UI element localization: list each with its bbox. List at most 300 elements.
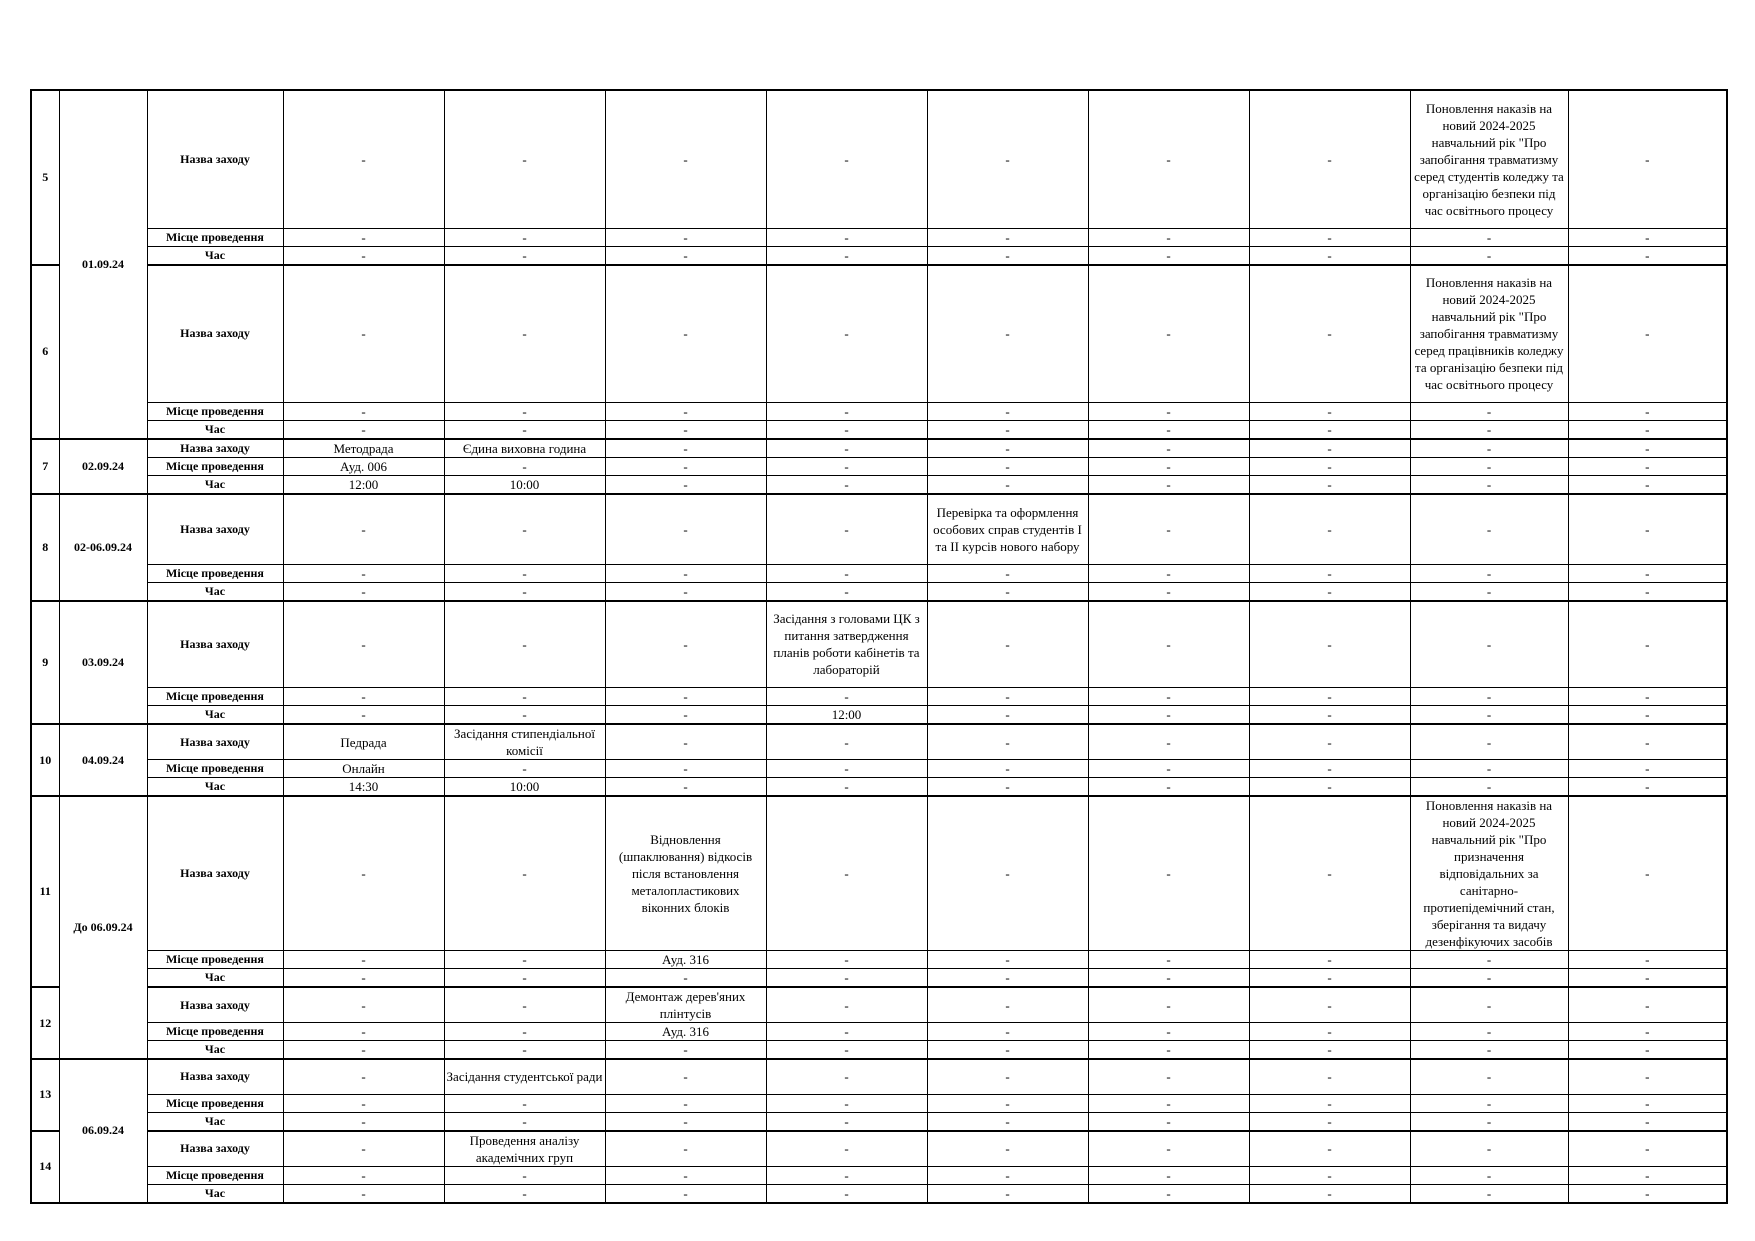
table-cell: - bbox=[283, 969, 444, 988]
event-name-label: Назва заходу bbox=[147, 724, 283, 760]
item-number: 7 bbox=[31, 439, 59, 494]
event-date: 03.09.24 bbox=[59, 601, 147, 725]
table-cell: - bbox=[1410, 724, 1568, 760]
table-cell: - bbox=[927, 724, 1088, 760]
table-cell: - bbox=[444, 265, 605, 403]
table-cell: - bbox=[1410, 706, 1568, 725]
table-cell: - bbox=[605, 1094, 766, 1112]
table-cell: - bbox=[605, 403, 766, 421]
table-cell: - bbox=[1088, 688, 1249, 706]
table-cell: - bbox=[1088, 1131, 1249, 1167]
table-row bbox=[31, 582, 1727, 601]
table-row bbox=[31, 706, 1727, 725]
item-number: 9 bbox=[31, 601, 59, 725]
event-name-label: Назва заходу bbox=[147, 90, 283, 228]
table-cell: - bbox=[1568, 796, 1727, 951]
table-cell: - bbox=[766, 90, 927, 228]
table-cell: - bbox=[766, 951, 927, 969]
table-row bbox=[31, 458, 1727, 476]
table-cell: - bbox=[766, 1166, 927, 1184]
table-cell: - bbox=[444, 1166, 605, 1184]
table-cell: - bbox=[1568, 1131, 1727, 1167]
table-cell: - bbox=[444, 1184, 605, 1203]
table-cell: - bbox=[766, 987, 927, 1023]
event-name-label: Назва заходу bbox=[147, 987, 283, 1023]
event-name-label: Назва заходу bbox=[147, 1131, 283, 1167]
table-row bbox=[31, 1166, 1727, 1184]
table-cell: - bbox=[605, 778, 766, 797]
table-cell: - bbox=[1088, 1166, 1249, 1184]
table-cell: - bbox=[1249, 987, 1410, 1023]
table-cell: - bbox=[1249, 688, 1410, 706]
table-cell: - bbox=[283, 582, 444, 601]
table-cell: - bbox=[927, 1131, 1088, 1167]
venue-label: Місце проведення bbox=[147, 403, 283, 421]
time-label: Час bbox=[147, 1112, 283, 1131]
table-cell: - bbox=[1088, 778, 1249, 797]
table-cell: - bbox=[766, 969, 927, 988]
table-cell: - bbox=[444, 760, 605, 778]
table-row bbox=[31, 969, 1727, 988]
venue-label: Місце проведення bbox=[147, 228, 283, 246]
table-cell: - bbox=[283, 1184, 444, 1203]
table-cell: - bbox=[605, 760, 766, 778]
table-cell: - bbox=[1249, 1041, 1410, 1060]
table-cell: - bbox=[605, 1184, 766, 1203]
table-cell: - bbox=[1088, 564, 1249, 582]
table-cell: - bbox=[283, 494, 444, 564]
event-name-label: Назва заходу bbox=[147, 439, 283, 458]
table-cell: - bbox=[1410, 951, 1568, 969]
table-cell: Засідання студентської ради bbox=[444, 1059, 605, 1094]
table-cell: - bbox=[927, 476, 1088, 495]
table-cell: - bbox=[283, 421, 444, 440]
table-row bbox=[31, 246, 1727, 265]
table-cell: - bbox=[927, 1023, 1088, 1041]
table-cell: - bbox=[444, 688, 605, 706]
table-cell: - bbox=[605, 1112, 766, 1131]
table-cell: - bbox=[605, 1059, 766, 1094]
event-name-label: Назва заходу bbox=[147, 265, 283, 403]
table-cell: - bbox=[444, 706, 605, 725]
table-row bbox=[31, 1184, 1727, 1203]
table-cell: - bbox=[927, 439, 1088, 458]
table-cell: - bbox=[766, 778, 927, 797]
table-row bbox=[31, 724, 1727, 760]
table-row bbox=[31, 1094, 1727, 1112]
table-cell: - bbox=[927, 246, 1088, 265]
table-cell: - bbox=[927, 706, 1088, 725]
table-cell: - bbox=[1410, 1023, 1568, 1041]
table-cell: - bbox=[1088, 228, 1249, 246]
table-cell: - bbox=[927, 987, 1088, 1023]
table-cell: - bbox=[766, 1112, 927, 1131]
table-cell: - bbox=[1249, 564, 1410, 582]
table-cell: - bbox=[1249, 796, 1410, 951]
table-cell: - bbox=[1568, 439, 1727, 458]
table-cell: Ауд. 316 bbox=[605, 1023, 766, 1041]
event-date: 04.09.24 bbox=[59, 724, 147, 796]
table-cell: - bbox=[1088, 706, 1249, 725]
table-cell: - bbox=[927, 951, 1088, 969]
table-row bbox=[31, 688, 1727, 706]
table-cell: Методрада bbox=[283, 439, 444, 458]
table-cell: - bbox=[1410, 421, 1568, 440]
table-cell: - bbox=[444, 246, 605, 265]
table-cell: - bbox=[444, 969, 605, 988]
table-row bbox=[31, 265, 1727, 403]
table-cell: - bbox=[283, 706, 444, 725]
table-cell: - bbox=[605, 724, 766, 760]
venue-label: Місце проведення bbox=[147, 1166, 283, 1184]
table-cell: - bbox=[1410, 760, 1568, 778]
table-row bbox=[31, 421, 1727, 440]
table-cell: 12:00 bbox=[283, 476, 444, 495]
table-cell: - bbox=[1410, 1041, 1568, 1060]
table-cell: - bbox=[927, 796, 1088, 951]
table-cell: - bbox=[1568, 421, 1727, 440]
table-cell: - bbox=[1410, 601, 1568, 688]
table-cell: Проведення аналізу академічних груп bbox=[444, 1131, 605, 1167]
time-label: Час bbox=[147, 476, 283, 495]
table-cell: - bbox=[1088, 796, 1249, 951]
table-cell: - bbox=[605, 1041, 766, 1060]
table-cell: - bbox=[1249, 90, 1410, 228]
table-cell: - bbox=[766, 1094, 927, 1112]
table-cell: - bbox=[605, 688, 766, 706]
table-cell: - bbox=[605, 458, 766, 476]
table-cell: - bbox=[766, 476, 927, 495]
table-cell: - bbox=[766, 1059, 927, 1094]
table-cell: - bbox=[927, 582, 1088, 601]
table-cell: - bbox=[1088, 724, 1249, 760]
table-cell: - bbox=[283, 1041, 444, 1060]
table-cell: - bbox=[605, 969, 766, 988]
table-cell: - bbox=[1410, 439, 1568, 458]
item-number: 14 bbox=[31, 1131, 59, 1203]
table-cell: Засідання стипендіальної комісії bbox=[444, 724, 605, 760]
table-cell: - bbox=[1568, 1041, 1727, 1060]
table-row bbox=[31, 476, 1727, 495]
table-cell: - bbox=[1410, 1112, 1568, 1131]
table-cell: - bbox=[1410, 403, 1568, 421]
table-cell: - bbox=[1568, 1059, 1727, 1094]
table-cell: - bbox=[1568, 760, 1727, 778]
table-cell: - bbox=[1568, 987, 1727, 1023]
table-cell: - bbox=[766, 403, 927, 421]
table-cell: - bbox=[1568, 706, 1727, 725]
table-cell: - bbox=[1249, 1131, 1410, 1167]
table-row bbox=[31, 439, 1727, 458]
table-cell: - bbox=[1568, 1094, 1727, 1112]
table-cell: - bbox=[444, 403, 605, 421]
table-cell: - bbox=[927, 265, 1088, 403]
table-cell: - bbox=[605, 706, 766, 725]
venue-label: Місце проведення bbox=[147, 951, 283, 969]
table-cell: - bbox=[1249, 265, 1410, 403]
table-cell: - bbox=[1410, 1094, 1568, 1112]
table-cell: - bbox=[1568, 1112, 1727, 1131]
table-cell: - bbox=[283, 246, 444, 265]
table-cell: - bbox=[283, 951, 444, 969]
table-row bbox=[31, 90, 1727, 228]
table-cell: - bbox=[1088, 403, 1249, 421]
table-cell: - bbox=[1088, 760, 1249, 778]
table-cell: - bbox=[283, 564, 444, 582]
table-row bbox=[31, 1131, 1727, 1167]
table-cell: - bbox=[1568, 494, 1727, 564]
event-name-label: Назва заходу bbox=[147, 494, 283, 564]
table-cell: Педрада bbox=[283, 724, 444, 760]
table-cell: - bbox=[1088, 601, 1249, 688]
table-cell: - bbox=[283, 1094, 444, 1112]
table-cell: - bbox=[1249, 601, 1410, 688]
time-label: Час bbox=[147, 421, 283, 440]
table-cell: - bbox=[444, 987, 605, 1023]
time-label: Час bbox=[147, 1184, 283, 1203]
table-cell: - bbox=[1249, 494, 1410, 564]
table-cell: - bbox=[444, 458, 605, 476]
event-date: 06.09.24 bbox=[59, 1059, 147, 1203]
table-cell: - bbox=[766, 246, 927, 265]
event-name-label: Назва заходу bbox=[147, 601, 283, 688]
table-cell: - bbox=[605, 601, 766, 688]
venue-label: Місце проведення bbox=[147, 458, 283, 476]
table-cell: - bbox=[927, 1041, 1088, 1060]
table-cell: - bbox=[605, 439, 766, 458]
table-cell: 12:00 bbox=[766, 706, 927, 725]
venue-label: Місце проведення bbox=[147, 1023, 283, 1041]
time-label: Час bbox=[147, 706, 283, 725]
table-cell: - bbox=[1249, 951, 1410, 969]
table-cell: Перевірка та оформлення особових справ студентів I та II курсів нового набору bbox=[927, 494, 1088, 564]
table-cell: - bbox=[1410, 476, 1568, 495]
table-cell: - bbox=[283, 1166, 444, 1184]
table-cell: - bbox=[444, 564, 605, 582]
table-cell: - bbox=[605, 582, 766, 601]
table-cell: Засідання з головами ЦК з питання затвердження планів роботи кабінетів та лабораторій bbox=[766, 601, 927, 688]
table-cell: - bbox=[1410, 494, 1568, 564]
table-cell: - bbox=[1088, 246, 1249, 265]
time-label: Час bbox=[147, 778, 283, 797]
table-row bbox=[31, 403, 1727, 421]
table-cell: - bbox=[1568, 1023, 1727, 1041]
time-label: Час bbox=[147, 1041, 283, 1060]
table-cell: - bbox=[766, 1023, 927, 1041]
table-cell: Поновлення наказів на новий 2024-2025 навчальний рік "Про запобігання травматизму серед працівників коледжу та організацію безпеки під час освітнього процесу bbox=[1410, 265, 1568, 403]
item-number: 8 bbox=[31, 494, 59, 601]
item-number: 13 bbox=[31, 1059, 59, 1131]
table-cell: - bbox=[283, 688, 444, 706]
table-cell: - bbox=[1410, 987, 1568, 1023]
table-cell: - bbox=[927, 421, 1088, 440]
table-cell: - bbox=[1568, 228, 1727, 246]
table-cell: - bbox=[1249, 1112, 1410, 1131]
table-cell: - bbox=[1088, 1094, 1249, 1112]
table-cell: - bbox=[1410, 1166, 1568, 1184]
table-cell: - bbox=[766, 421, 927, 440]
item-number: 11 bbox=[31, 796, 59, 987]
table-cell: - bbox=[1088, 969, 1249, 988]
table-cell: - bbox=[1568, 476, 1727, 495]
table-cell: - bbox=[766, 1184, 927, 1203]
table-row bbox=[31, 778, 1727, 797]
table-cell: - bbox=[444, 1023, 605, 1041]
table-cell: - bbox=[1249, 1184, 1410, 1203]
item-number: 5 bbox=[31, 90, 59, 265]
table-cell: - bbox=[766, 265, 927, 403]
table-cell: - bbox=[1249, 476, 1410, 495]
table-cell: - bbox=[1249, 706, 1410, 725]
table-cell: - bbox=[605, 421, 766, 440]
table-cell: - bbox=[444, 582, 605, 601]
table-cell: - bbox=[1410, 778, 1568, 797]
table-cell: - bbox=[283, 265, 444, 403]
venue-label: Місце проведення bbox=[147, 760, 283, 778]
table-cell: - bbox=[283, 601, 444, 688]
table-cell: - bbox=[605, 494, 766, 564]
table-row bbox=[31, 228, 1727, 246]
event-name-label: Назва заходу bbox=[147, 1059, 283, 1094]
table-cell: - bbox=[1410, 246, 1568, 265]
table-cell: - bbox=[1568, 246, 1727, 265]
table-cell: - bbox=[283, 228, 444, 246]
table-cell: - bbox=[1568, 688, 1727, 706]
time-label: Час bbox=[147, 246, 283, 265]
table-cell: - bbox=[444, 601, 605, 688]
venue-label: Місце проведення bbox=[147, 564, 283, 582]
table-cell: - bbox=[927, 778, 1088, 797]
item-number: 10 bbox=[31, 724, 59, 796]
table-cell: - bbox=[1568, 90, 1727, 228]
table-cell: - bbox=[1249, 1094, 1410, 1112]
table-cell: - bbox=[1410, 1059, 1568, 1094]
table-cell: - bbox=[605, 564, 766, 582]
table-cell: - bbox=[1568, 265, 1727, 403]
table-cell: - bbox=[766, 760, 927, 778]
table-cell: - bbox=[1249, 1023, 1410, 1041]
table-cell: - bbox=[1568, 724, 1727, 760]
table-cell: - bbox=[1568, 778, 1727, 797]
event-date: 01.09.24 bbox=[59, 90, 147, 439]
table-cell: - bbox=[444, 796, 605, 951]
table-cell: - bbox=[1410, 1184, 1568, 1203]
venue-label: Місце проведення bbox=[147, 1094, 283, 1112]
table-cell: 10:00 bbox=[444, 476, 605, 495]
table-cell: - bbox=[1568, 951, 1727, 969]
table-cell: - bbox=[283, 1023, 444, 1041]
table-cell: - bbox=[927, 564, 1088, 582]
table-cell: - bbox=[283, 1112, 444, 1131]
table-cell: - bbox=[927, 1166, 1088, 1184]
table-cell: - bbox=[766, 458, 927, 476]
table-cell: - bbox=[605, 476, 766, 495]
table-row bbox=[31, 1041, 1727, 1060]
table-cell: - bbox=[1088, 476, 1249, 495]
table-cell: - bbox=[1249, 778, 1410, 797]
table-cell: - bbox=[283, 796, 444, 951]
table-cell: - bbox=[1410, 582, 1568, 601]
table-cell: - bbox=[927, 90, 1088, 228]
table-row bbox=[31, 760, 1727, 778]
table-cell: - bbox=[1249, 582, 1410, 601]
table-cell: - bbox=[1568, 564, 1727, 582]
item-number: 12 bbox=[31, 987, 59, 1059]
table-cell: - bbox=[283, 987, 444, 1023]
table-cell: - bbox=[927, 1094, 1088, 1112]
item-number: 6 bbox=[31, 265, 59, 440]
table-cell: - bbox=[444, 90, 605, 228]
event-date: До 06.09.24 bbox=[59, 796, 147, 1059]
table-cell: - bbox=[1088, 582, 1249, 601]
table-cell: - bbox=[1249, 246, 1410, 265]
table-cell: - bbox=[927, 760, 1088, 778]
table-cell: - bbox=[1088, 1041, 1249, 1060]
table-cell: - bbox=[1568, 601, 1727, 688]
table-row bbox=[31, 494, 1727, 564]
table-cell: - bbox=[766, 796, 927, 951]
table-cell: - bbox=[1568, 403, 1727, 421]
venue-label: Місце проведення bbox=[147, 688, 283, 706]
table-cell: - bbox=[444, 421, 605, 440]
table-cell: - bbox=[1249, 458, 1410, 476]
table-cell: - bbox=[1088, 90, 1249, 228]
table-cell: Ауд. 316 bbox=[605, 951, 766, 969]
table-cell: Демонтаж дерев'яних плінтусів bbox=[605, 987, 766, 1023]
table-cell: - bbox=[766, 1041, 927, 1060]
table-cell: - bbox=[283, 403, 444, 421]
table-cell: - bbox=[927, 228, 1088, 246]
table-cell: - bbox=[444, 951, 605, 969]
table-row bbox=[31, 796, 1727, 951]
table-cell: - bbox=[766, 582, 927, 601]
table-cell: - bbox=[1249, 421, 1410, 440]
table-cell: - bbox=[766, 439, 927, 458]
table-cell: - bbox=[1568, 582, 1727, 601]
table-cell: - bbox=[605, 1131, 766, 1167]
table-cell: - bbox=[1410, 228, 1568, 246]
table-cell: - bbox=[1410, 564, 1568, 582]
table-cell: - bbox=[766, 494, 927, 564]
table-cell: - bbox=[605, 1166, 766, 1184]
table-cell: - bbox=[1088, 458, 1249, 476]
table-cell: - bbox=[766, 228, 927, 246]
event-date: 02-06.09.24 bbox=[59, 494, 147, 601]
table-cell: - bbox=[1410, 458, 1568, 476]
table-row bbox=[31, 564, 1727, 582]
table-cell: - bbox=[927, 1112, 1088, 1131]
schedule-table bbox=[30, 89, 1728, 1204]
table-cell: - bbox=[605, 265, 766, 403]
table-cell: Поновлення наказів на новий 2024-2025 навчальний рік "Про призначення відповідальних за санітарно-протиепідемічний стан, зберігання та видачу дезенфікуючих засобів bbox=[1410, 796, 1568, 951]
table-cell: - bbox=[1249, 228, 1410, 246]
table-cell: - bbox=[766, 724, 927, 760]
table-cell: Відновлення (шпаклювання) відкосів після встановлення металопластикових віконних блоків bbox=[605, 796, 766, 951]
table-row bbox=[31, 987, 1727, 1023]
table-cell: - bbox=[1088, 439, 1249, 458]
table-cell: - bbox=[1249, 760, 1410, 778]
table-cell: - bbox=[283, 1131, 444, 1167]
table-cell: - bbox=[1088, 951, 1249, 969]
table-row bbox=[31, 1059, 1727, 1094]
table-cell: - bbox=[1568, 1166, 1727, 1184]
table-cell: - bbox=[605, 228, 766, 246]
event-date: 02.09.24 bbox=[59, 439, 147, 494]
table-cell: - bbox=[1088, 1112, 1249, 1131]
time-label: Час bbox=[147, 582, 283, 601]
table-cell: - bbox=[1410, 1131, 1568, 1167]
table-cell: - bbox=[283, 1059, 444, 1094]
